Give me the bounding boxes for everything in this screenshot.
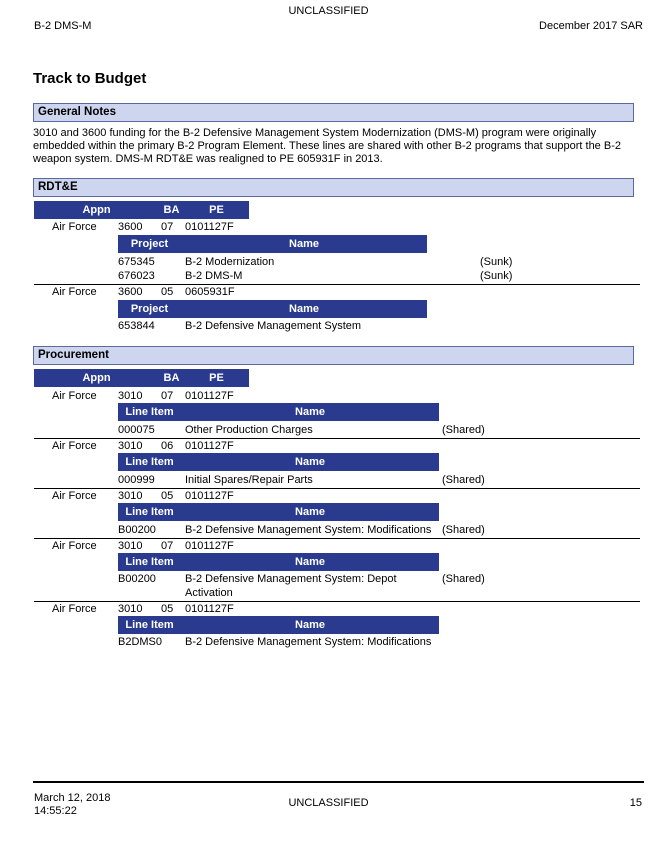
proc-g4-ba: 07	[161, 540, 174, 552]
page-title: Track to Budget	[33, 70, 147, 87]
procurement-header: Procurement	[33, 346, 634, 365]
proc-g3-note: (Shared)	[442, 524, 485, 536]
proc-g4-id: B00200	[118, 573, 156, 585]
col-project: Project	[130, 303, 169, 315]
divider	[34, 284, 640, 285]
proc-g2-id: 000999	[118, 474, 155, 486]
col-name: Name	[289, 303, 319, 315]
proc-g3-name: B-2 Defensive Management System: Modifications	[185, 524, 432, 536]
proc-g2-subheader	[118, 453, 439, 471]
proc-g4-code: 3010	[118, 540, 143, 552]
col-name: Name	[295, 456, 325, 468]
procurement-column-header	[34, 369, 249, 387]
rdte-g1-r1-note: (Sunk)	[480, 256, 513, 268]
rdte-column-header	[34, 201, 249, 219]
header-report: December 2017 SAR	[539, 20, 643, 32]
col-name: Name	[289, 238, 319, 250]
rdte-g1-appn: Air Force	[52, 221, 97, 233]
page-number: 15	[629, 797, 642, 809]
proc-g4-note: (Shared)	[442, 573, 485, 585]
rdte-g2-pe: 0605931F	[185, 286, 235, 298]
proc-g1-code: 3010	[118, 390, 143, 402]
footer-time: 14:55:22	[34, 805, 77, 817]
proc-g1-name: Other Production Charges	[185, 424, 313, 436]
col-ba: BA	[163, 372, 180, 384]
proc-g2-note: (Shared)	[442, 474, 485, 486]
header-classification: UNCLASSIFIED	[288, 5, 369, 17]
proc-g1-pe: 0101127F	[185, 390, 234, 402]
col-name: Name	[295, 619, 325, 631]
proc-g1-appn: Air Force	[52, 390, 97, 402]
proc-g4-name-line-2: Activation	[185, 587, 233, 599]
proc-g4-appn: Air Force	[52, 540, 97, 552]
rdte-g2-r1-name: B-2 Defensive Management System	[185, 320, 362, 332]
col-pe: PE	[209, 372, 224, 384]
col-name: Name	[295, 506, 325, 518]
proc-g5-ba: 05	[161, 603, 174, 615]
col-line-item: Line Item	[125, 556, 174, 568]
proc-g1-ba: 07	[161, 390, 174, 402]
proc-g5-code: 3010	[118, 603, 143, 615]
proc-g3-appn: Air Force	[52, 490, 97, 502]
proc-g2-name: Initial Spares/Repair Parts	[185, 474, 313, 486]
divider	[34, 601, 640, 602]
col-name: Name	[295, 556, 325, 568]
proc-g1-note: (Shared)	[442, 424, 485, 436]
proc-g1-subheader	[118, 403, 439, 421]
rdte-g1-r1-name: B-2 Modernization	[185, 256, 275, 268]
rdte-g1-subheader	[118, 235, 427, 253]
footer-rule	[33, 781, 644, 783]
rdte-g1-ba: 07	[161, 221, 174, 233]
footer-date: March 12, 2018	[34, 792, 111, 804]
proc-g5-appn: Air Force	[52, 603, 97, 615]
rdte-g1-pe: 0101127F	[185, 221, 234, 233]
rdte-g2-subheader	[118, 300, 427, 318]
rdte-g1-r1-id: 675345	[118, 256, 155, 268]
col-name: Name	[295, 406, 325, 418]
proc-g3-pe: 0101127F	[185, 490, 234, 502]
col-line-item: Line Item	[125, 406, 174, 418]
rdte-g2-code: 3600	[118, 286, 143, 298]
col-project: Project	[130, 238, 169, 250]
rdte-g2-appn: Air Force	[52, 286, 97, 298]
proc-g3-id: B00200	[118, 524, 156, 536]
col-appn: Appn	[82, 204, 111, 216]
general-notes-line-2: embedded within the primary B-2 Program Element. These lines are shared with other B-2 programs that support the B-2	[33, 140, 621, 152]
proc-g4-subheader	[118, 553, 439, 571]
divider	[34, 438, 640, 439]
general-notes-header: General Notes	[33, 103, 634, 122]
proc-g3-code: 3010	[118, 490, 143, 502]
proc-g5-id: B2DMS0	[118, 636, 163, 648]
proc-g5-subheader	[118, 616, 439, 634]
proc-g1-id: 000075	[118, 424, 155, 436]
proc-g5-name: B-2 Defensive Management System: Modifications	[185, 636, 432, 648]
general-notes-line-3: weapon system. DMS-M RDT&E was realigned to PE 605931F in 2013.	[33, 153, 383, 165]
rdte-g1-code: 3600	[118, 221, 143, 233]
rdte-g2-ba: 05	[161, 286, 174, 298]
col-pe: PE	[209, 204, 224, 216]
rdte-g2-r1-id: 653844	[118, 320, 155, 332]
col-line-item: Line Item	[125, 456, 174, 468]
rdte-g1-r2-id: 676023	[118, 270, 155, 282]
divider	[34, 538, 640, 539]
footer-classification: UNCLASSIFIED	[288, 797, 369, 809]
rdte-g1-r2-note: (Sunk)	[480, 270, 513, 282]
proc-g4-name: B-2 Defensive Management System: Depot	[185, 573, 397, 585]
proc-g3-subheader	[118, 503, 439, 521]
rdte-header: RDT&E	[33, 178, 634, 197]
proc-g2-ba: 06	[161, 440, 174, 452]
proc-g2-appn: Air Force	[52, 440, 97, 452]
general-notes-line-1: 3010 and 3600 funding for the B-2 Defensive Management System Modernization (DMS-M) program were originally	[33, 127, 597, 139]
col-appn: Appn	[82, 372, 111, 384]
proc-g3-ba: 05	[161, 490, 174, 502]
header-program: B-2 DMS-M	[34, 20, 92, 32]
proc-g2-code: 3010	[118, 440, 143, 452]
proc-g2-pe: 0101127F	[185, 440, 234, 452]
proc-g5-pe: 0101127F	[185, 603, 234, 615]
rdte-g1-r2-name: B-2 DMS-M	[185, 270, 243, 282]
divider	[34, 488, 640, 489]
col-line-item: Line Item	[125, 506, 174, 518]
col-line-item: Line Item	[125, 619, 174, 631]
proc-g4-pe: 0101127F	[185, 540, 234, 552]
col-ba: BA	[163, 204, 180, 216]
